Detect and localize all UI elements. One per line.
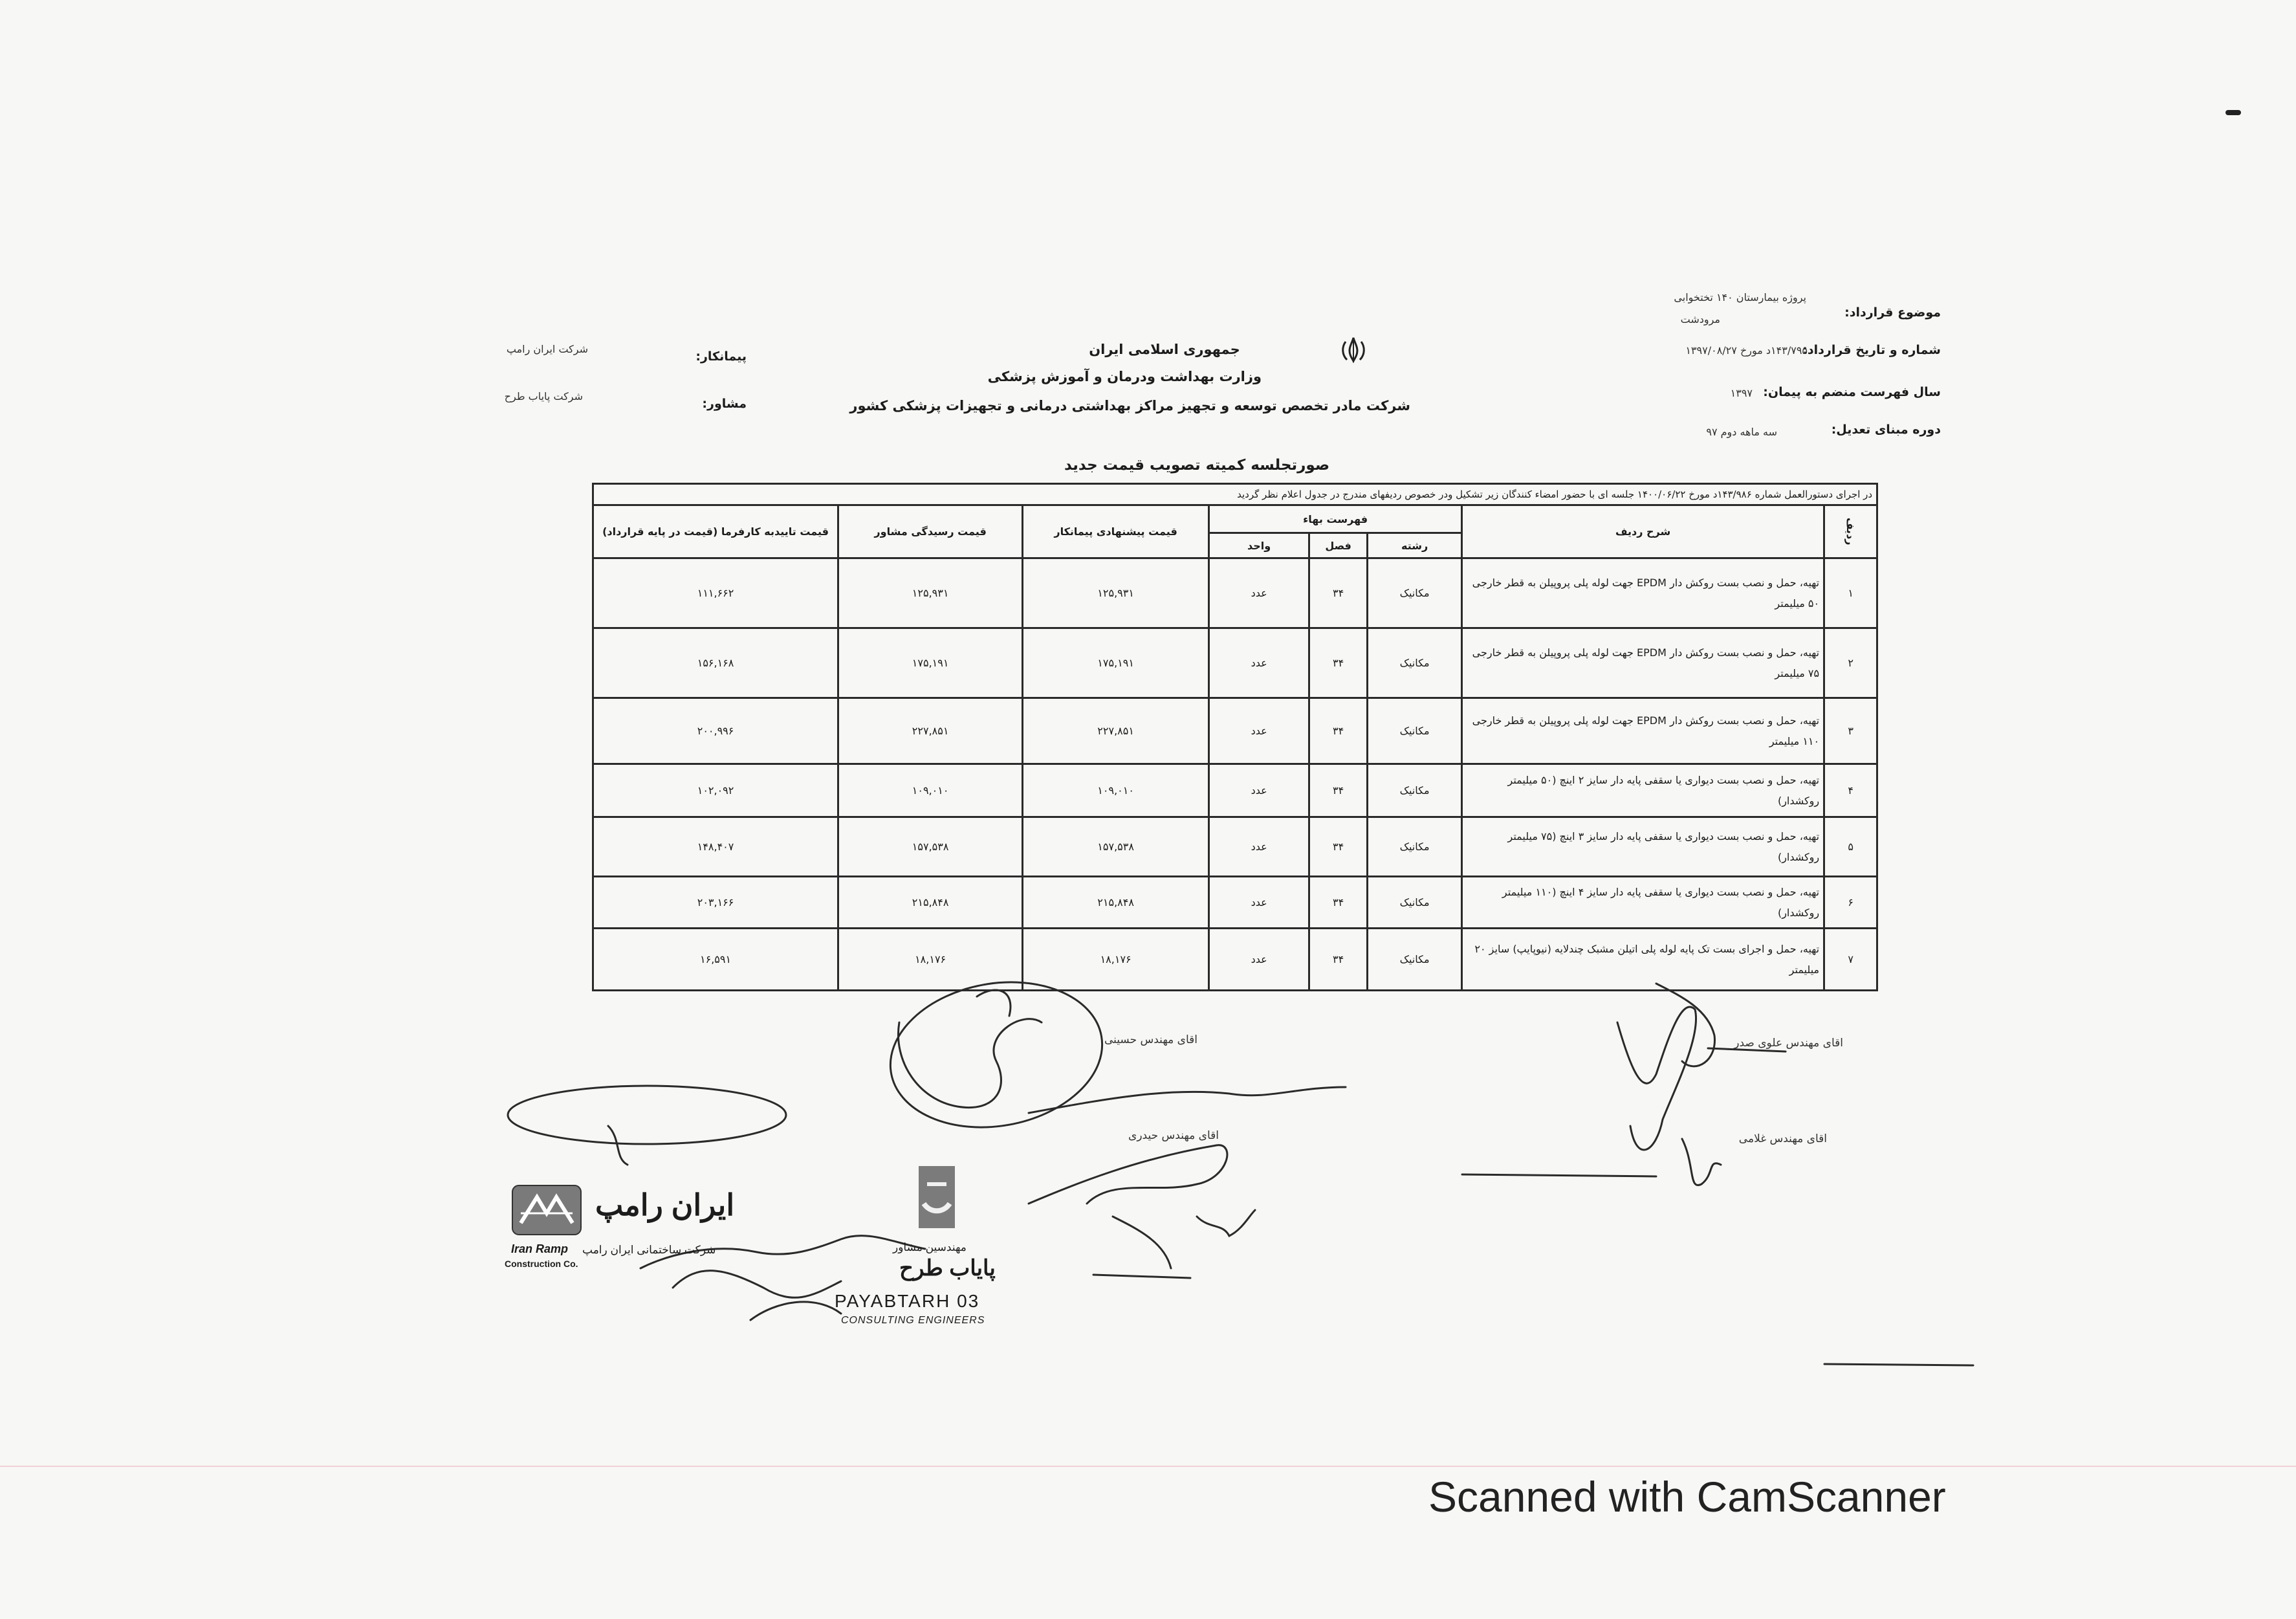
cell-row-no: ۶ bbox=[1824, 877, 1877, 929]
cell-chapter: ۳۴ bbox=[1309, 877, 1368, 929]
cell-row-no: ۴ bbox=[1824, 764, 1877, 817]
col-header-consultant-price: قیمت رسیدگی مشاور bbox=[838, 505, 1023, 558]
camscanner-watermark: Scanned with CamScanner bbox=[1428, 1473, 1946, 1521]
contract-number-value: ۱۴۳/۷۹۵د مورخ ۱۳۹۷/۰۸/۲۷ bbox=[1685, 344, 1808, 357]
cell-chapter: ۳۴ bbox=[1309, 817, 1368, 877]
cell-row-no: ۲ bbox=[1824, 628, 1877, 698]
signatory-gholami: اقای مهندس غلامی bbox=[1738, 1132, 1827, 1145]
cell-contractor-price: ۱۰۹,۰۱۰ bbox=[1023, 764, 1209, 817]
signatory-alavi: اقای مهندس علوی صدر bbox=[1734, 1037, 1843, 1050]
consultant-stamp bbox=[815, 1165, 1087, 1333]
contract-subject-value-2: مرودشت bbox=[1680, 313, 1720, 325]
col-header-chapter: فصل bbox=[1309, 533, 1368, 558]
col-header-price-list: فهرست بهاء bbox=[1209, 505, 1462, 533]
iran-ramp-fa-subname: شرکت ساختمانی ایران رامپ bbox=[582, 1244, 716, 1256]
cell-unit: عدد bbox=[1209, 877, 1309, 929]
payab-tarh-subname: مهندسین مشاور bbox=[893, 1241, 967, 1253]
cell-contractor-price: ۱۵۷,۵۳۸ bbox=[1023, 817, 1209, 877]
cell-contractor-price: ۲۲۷,۸۵۱ bbox=[1023, 698, 1209, 764]
iran-ramp-fa-name: ایران رامپ bbox=[595, 1188, 735, 1222]
cell-employer-price: ۱۰۲,۰۹۲ bbox=[593, 764, 838, 817]
cell-unit: عدد bbox=[1209, 929, 1309, 991]
col-header-unit: واحد bbox=[1209, 533, 1309, 558]
price-list-year-label: سال فهرست منضم به پیمان: bbox=[1763, 385, 1941, 399]
col-header-discipline: رشته bbox=[1368, 533, 1462, 558]
contractor-stamp bbox=[505, 1184, 789, 1281]
contract-subject-value: پروژه بیمارستان ۱۴۰ تختخوابی bbox=[1674, 291, 1806, 303]
cell-unit: عدد bbox=[1209, 817, 1309, 877]
base-period-value: سه ماهه دوم ۹۷ bbox=[1706, 426, 1777, 438]
cell-consultant-price: ۱۰۹,۰۱۰ bbox=[838, 764, 1023, 817]
iran-ramp-logo-icon bbox=[511, 1184, 582, 1236]
cell-consultant-price: ۱۵۷,۵۳۸ bbox=[838, 817, 1023, 877]
signature-alavi bbox=[1617, 1007, 1696, 1150]
cell-employer-price: ۱۶,۵۹۱ bbox=[593, 929, 838, 991]
cell-description: تهیه، حمل و نصب بست دیواری یا سقفی پایه دار سایز ۴ اینچ (۱۱۰ میلیمتر روکشدار) bbox=[1462, 877, 1824, 929]
col-header-contractor-price: قیمت پیشنهادی پیمانکار bbox=[1023, 505, 1209, 558]
contractor-value: شرکت ایران رامپ bbox=[506, 343, 588, 355]
cell-consultant-price: ۱۲۵,۹۳۱ bbox=[838, 558, 1023, 628]
price-list-year-value: ۱۳۹۷ bbox=[1730, 387, 1753, 399]
consultant-label: مشاور: bbox=[702, 397, 747, 411]
cell-consultant-price: ۱۸,۱۷۶ bbox=[838, 929, 1023, 991]
payab-tarh-fa-name: پایاب طرح bbox=[899, 1256, 996, 1281]
cell-employer-price: ۱۱۱,۶۶۲ bbox=[593, 558, 838, 628]
cell-unit: عدد bbox=[1209, 628, 1309, 698]
cell-discipline: مکانیک bbox=[1368, 764, 1462, 817]
cell-discipline: مکانیک bbox=[1368, 817, 1462, 877]
cell-discipline: مکانیک bbox=[1368, 628, 1462, 698]
col-header-employer-price: قیمت تاییدبه کارفرما (قیمت در پایه قرارداد) bbox=[593, 505, 838, 558]
cell-description: تهیه، حمل و اجرای بست تک پایه لوله پلی اتیلن مشبک چندلایه (نیوپایپ) سایز ۲۰ میلیمتر bbox=[1462, 929, 1824, 991]
contract-subject-label: موضوع قرارداد: bbox=[1844, 305, 1941, 320]
payab-tarh-en-name: PAYABTARH 03 bbox=[835, 1291, 980, 1311]
signatory-heydari: اقای مهندس حیدری bbox=[1128, 1129, 1219, 1142]
cell-row-no: ۵ bbox=[1824, 817, 1877, 877]
payab-tarh-en-subname: CONSULTING ENGINEERS bbox=[841, 1315, 985, 1326]
header-line-2: وزارت بهداشت ودرمان و آموزش پزشکی bbox=[987, 369, 1262, 384]
cell-chapter: ۳۴ bbox=[1309, 698, 1368, 764]
cell-description: تهیه، حمل و نصب بست روکش دار EPDM جهت لوله پلی پروپیلن به قطر خارجی ۷۵ میلیمتر bbox=[1462, 628, 1824, 698]
cell-contractor-price: ۱۲۵,۹۳۱ bbox=[1023, 558, 1209, 628]
cell-row-no: ۱ bbox=[1824, 558, 1877, 628]
cell-discipline: مکانیک bbox=[1368, 558, 1462, 628]
cell-description: تهیه، حمل و نصب بست روکش دار EPDM جهت لوله پلی پروپیلن به قطر خارجی ۱۱۰ میلیمتر bbox=[1462, 698, 1824, 764]
cell-discipline: مکانیک bbox=[1368, 698, 1462, 764]
scan-mark bbox=[2225, 110, 2241, 115]
cell-description: تهیه، حمل و نصب بست دیواری یا سقفی پایه دار سایز ۳ اینچ (۷۵ میلیمتر روکشدار) bbox=[1462, 817, 1824, 877]
cell-description: تهیه، حمل و نصب بست دیواری یا سقفی پایه دار سایز ۲ اینچ (۵۰ میلیمتر روکشدار) bbox=[1462, 764, 1824, 817]
contractor-label: پیمانکار: bbox=[695, 349, 747, 364]
cell-employer-price: ۲۰۰,۹۹۶ bbox=[593, 698, 838, 764]
iran-ramp-en-name: Iran Ramp bbox=[511, 1242, 569, 1255]
cell-discipline: مکانیک bbox=[1368, 877, 1462, 929]
cell-chapter: ۳۴ bbox=[1309, 558, 1368, 628]
cell-description: تهیه، حمل و نصب بست روکش دار EPDM جهت لوله پلی پروپیلن به قطر خارجی ۵۰ میلیمتر bbox=[1462, 558, 1824, 628]
cell-employer-price: ۲۰۳,۱۶۶ bbox=[593, 877, 838, 929]
cell-row-no: ۳ bbox=[1824, 698, 1877, 764]
cell-consultant-price: ۲۲۷,۸۵۱ bbox=[838, 698, 1023, 764]
cell-contractor-price: ۱۸,۱۷۶ bbox=[1023, 929, 1209, 991]
cell-unit: عدد bbox=[1209, 764, 1309, 817]
document-title: صورتجلسه کمیته تصویب قیمت جدید bbox=[1064, 457, 1330, 474]
payab-tarh-logo-icon bbox=[917, 1165, 956, 1229]
cell-contractor-price: ۱۷۵,۱۹۱ bbox=[1023, 628, 1209, 698]
cell-chapter: ۳۴ bbox=[1309, 929, 1368, 991]
header-line-1: جمهوری اسلامی ایران bbox=[1089, 342, 1240, 357]
consultant-value: شرکت پایاب طرح bbox=[504, 390, 583, 402]
cell-consultant-price: ۱۷۵,۱۹۱ bbox=[838, 628, 1023, 698]
cell-employer-price: ۱۴۸,۴۰۷ bbox=[593, 817, 838, 877]
cell-unit: عدد bbox=[1209, 698, 1309, 764]
cell-unit: عدد bbox=[1209, 558, 1309, 628]
cell-chapter: ۳۴ bbox=[1309, 764, 1368, 817]
cell-contractor-price: ۲۱۵,۸۴۸ bbox=[1023, 877, 1209, 929]
cell-employer-price: ۱۵۶,۱۶۸ bbox=[593, 628, 838, 698]
scan-line bbox=[0, 1466, 2296, 1467]
signature-hosseini bbox=[898, 1019, 1042, 1108]
col-header-description: شرح ردیف bbox=[1462, 505, 1824, 558]
contract-number-label: شماره و تاریخ قرارداد: bbox=[1802, 343, 1941, 357]
cell-chapter: ۳۴ bbox=[1309, 628, 1368, 698]
signatory-hosseini: اقای مهندس حسینی bbox=[1104, 1033, 1197, 1046]
table-intro: در اجرای دستورالعمل شماره ۱۴۳/۹۸۶د مورخ ۱۴۰۰/۰۶/۲۲ جلسه ای با حضور امضاء کنندگان زیر تشکیل ودر خصوص ردیفهای مندرج در جدول اعلام نظر گردید bbox=[593, 484, 1877, 505]
cell-consultant-price: ۲۱۵,۸۴۸ bbox=[838, 877, 1023, 929]
iran-ramp-en-subname: Construction Co. bbox=[505, 1259, 578, 1269]
col-header-row-no: ردیف bbox=[1824, 505, 1877, 558]
signature-gholami bbox=[1682, 1139, 1721, 1185]
cell-discipline: مکانیک bbox=[1368, 929, 1462, 991]
cell-row-no: ۷ bbox=[1824, 929, 1877, 991]
header-line-3: شرکت مادر تخصص توسعه و تجهیز مراکز بهداشتی درمانی و تجهیزات پزشکی کشور bbox=[849, 398, 1410, 413]
base-period-label: دوره مبنای تعدیل: bbox=[1831, 423, 1941, 437]
